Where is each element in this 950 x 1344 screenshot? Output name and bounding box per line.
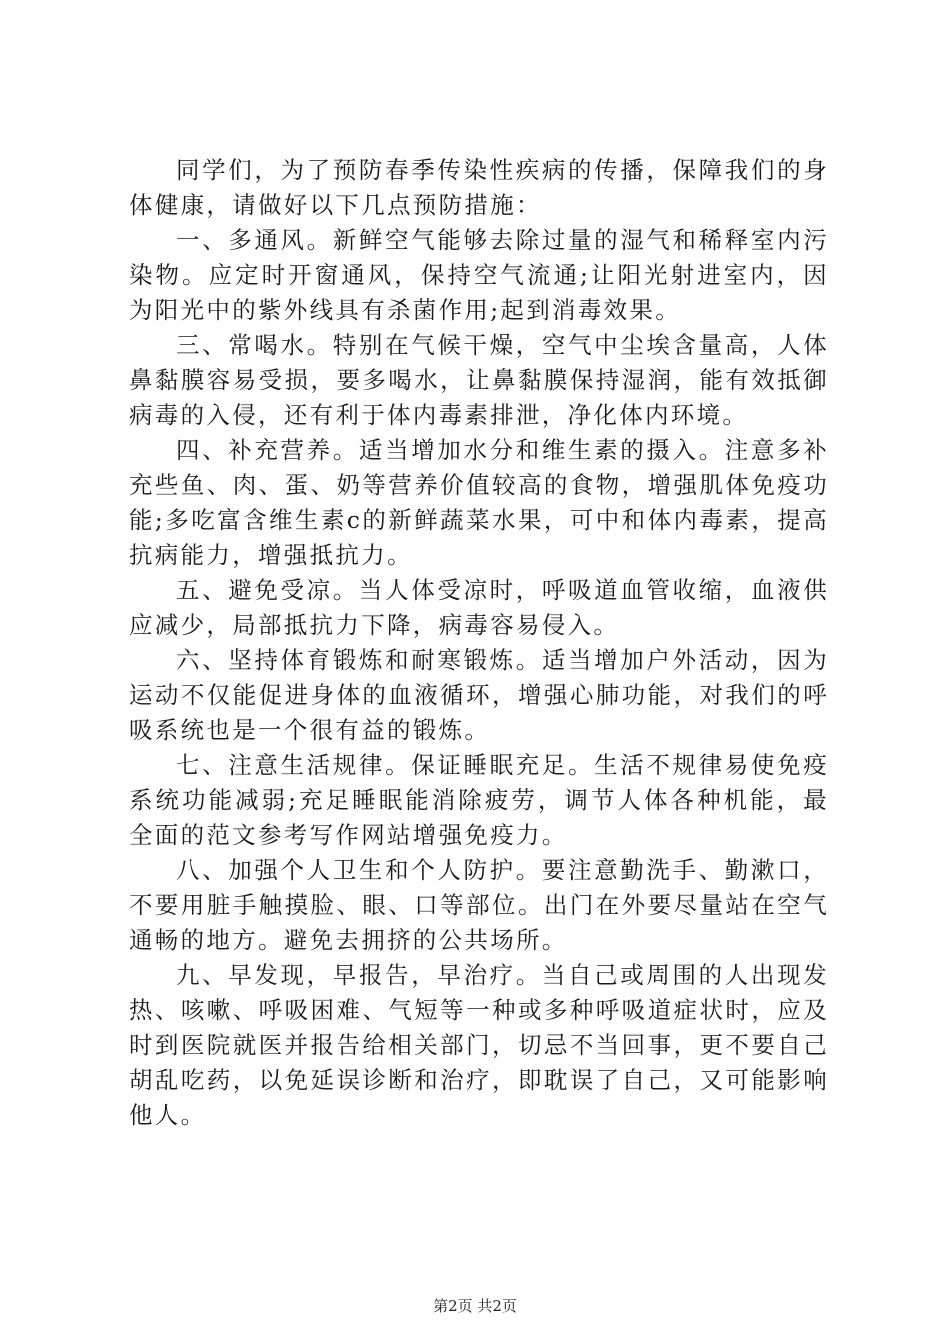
paragraph-avoid-cold: 五、避免受凉。当人体受凉时，呼吸道血管收缩，血液供应减少，局部抵抗力下降，病毒容易侵入。 bbox=[129, 576, 829, 639]
paragraph-early-detection: 九、早发现，早报告，早治疗。当自己或周围的人出现发热、咳嗽、呼吸困难、气短等一种或多种呼吸道症状时，应及时到医院就医并报告给相关部门，切忌不当回事，更不要自己胡乱吃药，以免延误诊断和治疗，即耽误了自己，又可能影响他人。 bbox=[129, 961, 829, 1129]
paragraph-regular-life: 七、注意生活规律。保证睡眠充足。生活不规律易使免疫系统功能减弱;充足睡眠能消除疲劳，调节人体各种机能，最全面的范文参考写作网站增强免疫力。 bbox=[129, 751, 829, 849]
document-body bbox=[129, 153, 829, 1133]
paragraph-ventilation: 一、多通风。新鲜空气能够去除过量的湿气和稀释室内污染物。应定时开窗通风，保持空气流通;让阳光射进室内，因为阳光中的紫外线具有杀菌作用;起到消毒效果。 bbox=[129, 226, 829, 324]
page-footer: 第2页 共2页 bbox=[433, 1297, 517, 1315]
paragraph-intro: 同学们，为了预防春季传染性疾病的传播，保障我们的身体健康，请做好以下几点预防措施： bbox=[129, 156, 829, 219]
paragraph-hygiene: 八、加强个人卫生和个人防护。要注意勤洗手、勤漱口，不要用脏手触摸脸、眼、口等部位。出门在外要尽量站在空气通畅的地方。避免去拥挤的公共场所。 bbox=[129, 856, 829, 954]
paragraph-drink-water: 三、常喝水。特别在气候干燥，空气中尘埃含量高，人体鼻黏膜容易受损，要多喝水，让鼻黏膜保持湿润，能有效抵御病毒的入侵，还有利于体内毒素排泄，净化体内环境。 bbox=[129, 331, 829, 429]
paragraph-exercise: 六、坚持体育锻炼和耐寒锻炼。适当增加户外活动，因为运动不仅能促进身体的血液循环，增强心肺功能，对我们的呼吸系统也是一个很有益的锻炼。 bbox=[129, 646, 829, 744]
paragraph-nutrition: 四、补充营养。适当增加水分和维生素的摄入。注意多补充些鱼、肉、蛋、奶等营养价值较高的食物，增强肌体免疫功能;多吃富含维生素c的新鲜蔬菜水果，可中和体内毒素，提高抗病能力，增强抵抗力。 bbox=[129, 436, 829, 569]
